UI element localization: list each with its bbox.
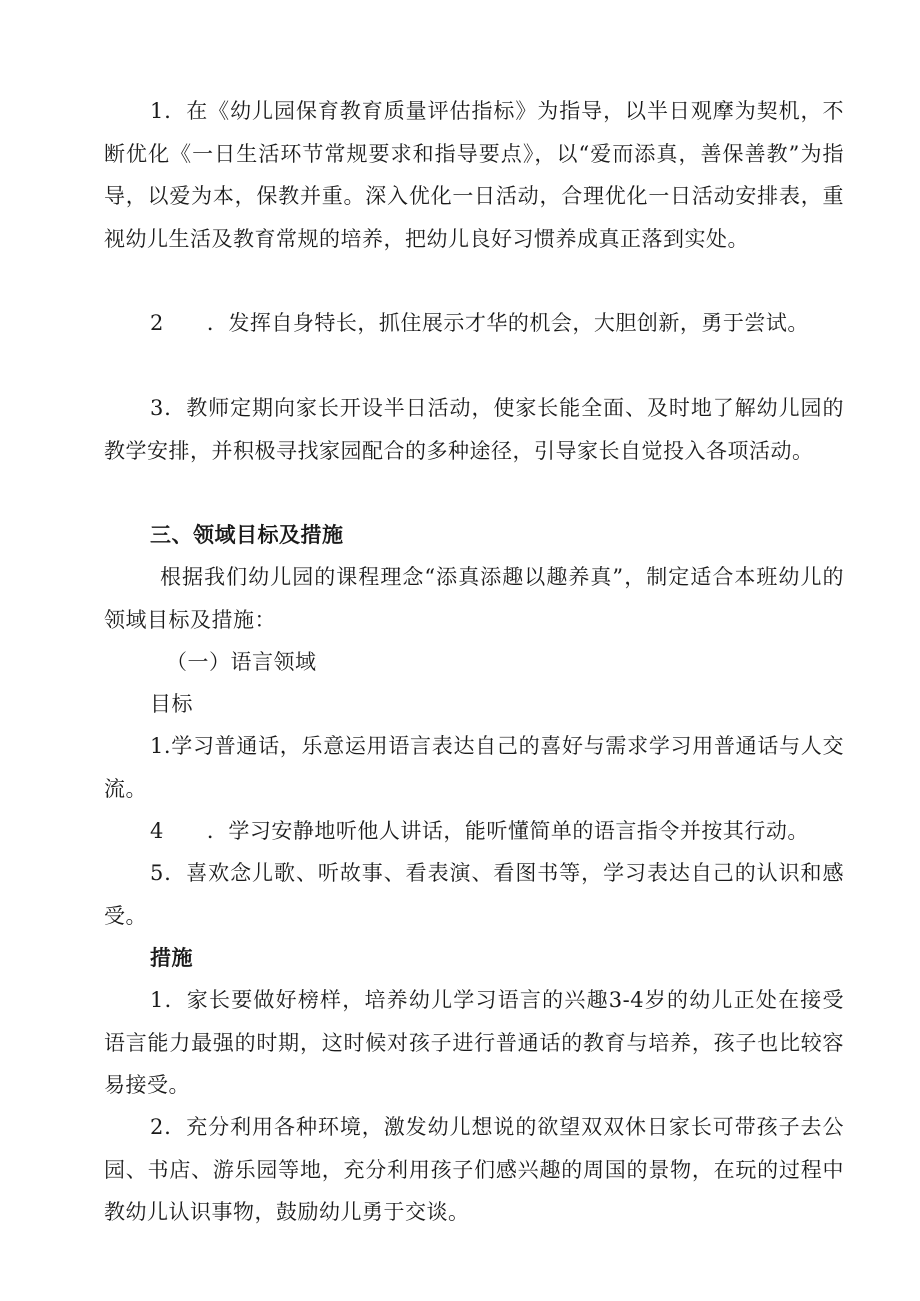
goal-item-4: 4 ．学习安静地听他人讲话，能听懂简单的语言指令并按其行动。 — [150, 819, 809, 843]
goal-item-5: 5．喜欢念儿歌、听故事、看表演、看图书等，学习表达自己的认识和感受。 — [104, 861, 844, 928]
measure-item-2: 2．充分利用各种环境，激发幼儿想说的欲望双双休日家长可带孩子去公园、书店、游乐园等地，充分利用孩子们感兴趣的周国的景物，在玩的过程中教幼儿认识事物，鼓励幼儿勇于交谈。 — [104, 1115, 844, 1224]
paragraph-3-half-day-activities: 3．教师定期向家长开设半日活动，使家长能全面、及时地了解幼儿园的教学安排，并积极寻找家园配合的多种途径，引导家长自觉投入各项活动。 — [104, 396, 844, 463]
paragraph-1-guidance: 1．在《幼儿园保育教育质量评估指标》为指导，以半日观摩为契机，不断优化《一日生活环节常规要求和指导要点》，以“爱而添真，善保善教”为指导，以爱为本，保教并重。深入优化一日活动，合理优化一日活动安排表，重视幼儿生活及教育常规的培养，把幼儿良好习惯养成真正落到实处。 — [104, 99, 844, 251]
subheading-language-domain: （一）语言领域 — [166, 650, 317, 674]
label-measures: 措施 — [150, 946, 193, 970]
paragraph-curriculum-concept: 根据我们幼儿园的课程理念“添真添趣以趣养真”，制定适合本班幼儿的领域目标及措施： — [104, 565, 844, 632]
goal-item-1: 1.学习普通话，乐意运用语言表达自己的喜好与需求学习用普通话与人交流。 — [104, 734, 844, 801]
paragraph-2-strengths: 2 ．发挥自身特长，抓住展示才华的机会，大胆创新，勇于尝试。 — [150, 311, 809, 335]
measure-item-1: 1．家长要做好榜样，培养幼儿学习语言的兴趣3-4岁的幼儿正处在接受语言能力最强的时期，这时候对孩子进行普通话的教育与培养，孩子也比较容易接受。 — [104, 988, 844, 1097]
section-heading-domain-goals: 三、领域目标及措施 — [150, 523, 344, 547]
label-goals: 目标 — [150, 692, 193, 716]
